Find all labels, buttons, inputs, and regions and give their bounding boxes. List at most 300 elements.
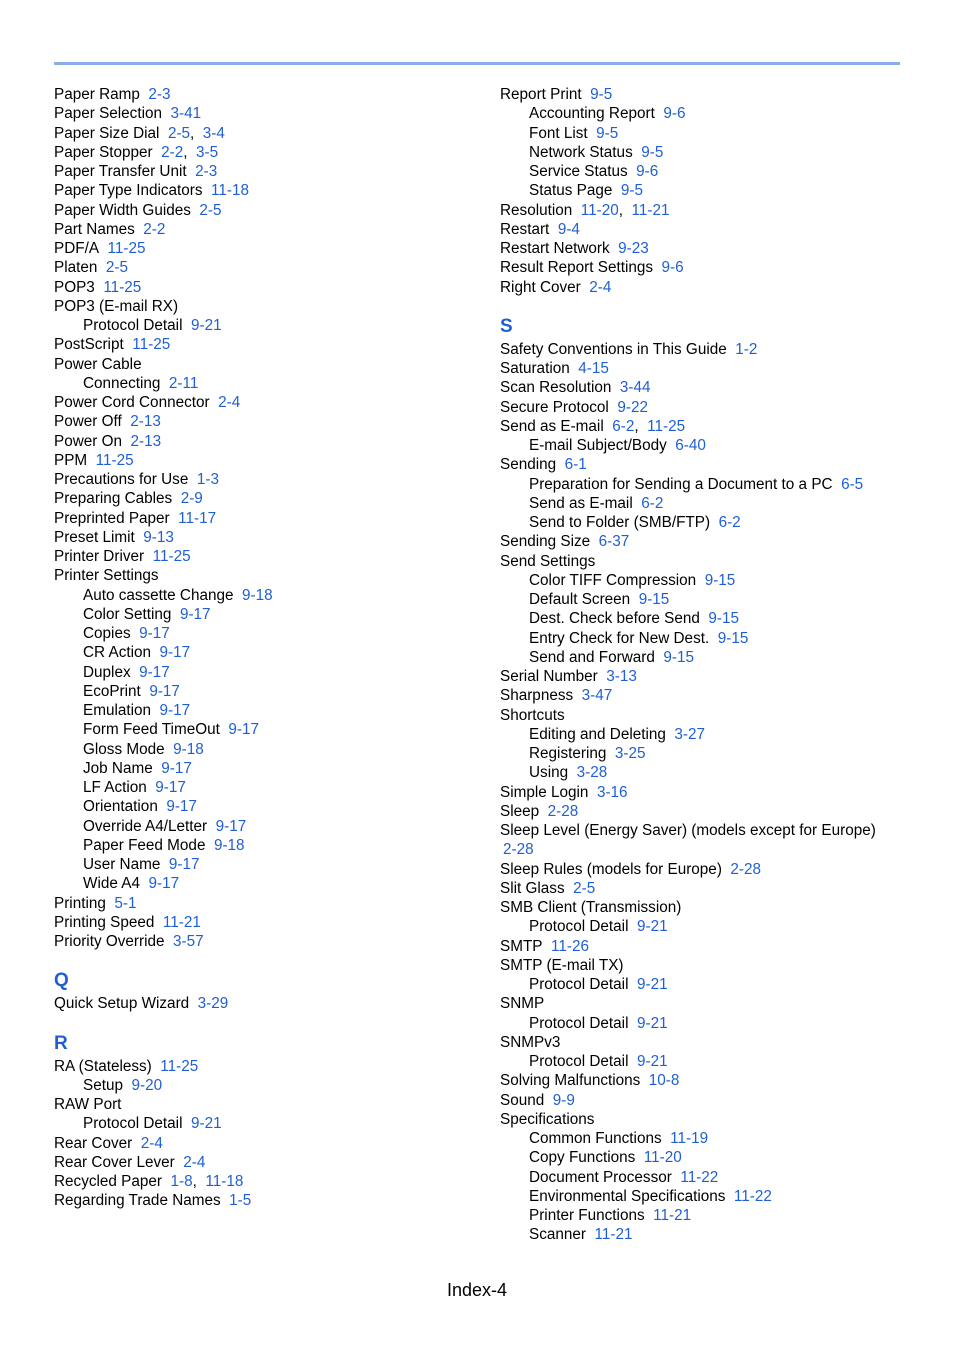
entry-label: Platen [54,259,98,277]
index-subentry [500,725,920,744]
page-link[interactable]: 2-13 [130,432,162,450]
entry-label: SNMP [500,995,545,1013]
index-entry [54,220,484,239]
entry-label: Quick Setup Wizard [54,995,190,1013]
entry-label: Sleep [500,802,540,820]
page-link[interactable]: 6-37 [598,533,630,551]
index-entry [500,340,920,359]
entry-label: POP3 (E-mail RX) [54,297,179,315]
index-entry [54,278,484,297]
page-link[interactable]: 11-17 [178,509,217,527]
page-link[interactable]: 9-15 [663,648,694,666]
page-link[interactable]: 9-20 [131,1076,163,1094]
entry-label: Send as E-mail [500,417,604,435]
index-entry [500,802,920,821]
index-entry [500,686,920,705]
entry-label: Send and Forward [529,648,655,666]
page-link[interactable]: 9-23 [618,240,649,257]
page-link[interactable]: 2-9 [180,490,203,508]
page-link[interactable]: 9-17 [161,759,192,777]
entry-label: Job Name [83,759,153,777]
page-link[interactable]: 11-22 [680,1168,719,1186]
index-entry [500,398,920,417]
entry-label: Printer Settings [54,567,159,585]
page-link[interactable]: 9-21 [636,1053,668,1070]
page-link[interactable]: 2-3 [195,163,218,180]
index-entry [500,821,920,840]
entry-label: Power On [54,432,123,450]
index-entry [500,85,920,104]
index-subentry [500,1129,920,1148]
entry-label: Scanner [529,1226,586,1244]
entry-label: Send Settings [500,552,596,570]
page-link[interactable]: 6-2 [718,514,741,531]
page-link[interactable]: 9-21 [636,918,668,936]
entry-label: E-mail Subject/Body [529,437,667,454]
index-subentry [500,143,920,162]
index-entry [54,566,484,585]
header-rule [54,62,900,65]
page-link[interactable]: 9-17 [166,798,197,816]
page-link[interactable]: 11-25 [95,451,134,469]
index-entry: Recycled Paper 1-8, 11-18 [54,1173,244,1190]
page-link[interactable]: 11-20 [580,201,619,219]
index-entry [500,278,920,297]
page-link[interactable]: 9-15 [717,629,749,647]
index-entry [54,451,484,470]
page-link[interactable]: 11-18 [211,182,250,200]
entry-label: Network Status [529,143,633,161]
index-subentry [500,513,920,532]
index-subentry [54,682,484,701]
page-link[interactable]: 3-27 [674,725,706,743]
entry-label: Protocol Detail [83,1115,183,1133]
index-entry [54,104,484,123]
index-subentry [54,740,484,759]
page-link[interactable]: 2-5 [167,124,191,142]
entry-label: Sound [500,1091,545,1109]
entry-label: PPM [54,451,88,469]
entry-label: Orientation [83,798,158,816]
entry-label: Printer Functions [529,1207,645,1224]
index-subentry [500,629,920,648]
page-link[interactable]: 3-41 [170,105,202,123]
index-entry [54,181,484,200]
entry-label: Power Cable [54,355,142,373]
index-entry [54,1191,484,1210]
index-entry [54,432,484,451]
entry-label: Preparing Cables [54,490,173,508]
index-subentry [54,778,484,797]
page-link[interactable]: 6-40 [675,437,706,454]
page-link[interactable]: 11-26 [551,937,589,955]
section-gap [54,951,484,962]
page-link[interactable]: 6-5 [841,475,864,493]
index-entry [54,1095,484,1114]
entry-label: Using [529,764,569,782]
index-entry [500,532,920,551]
page-link[interactable]: 11-25 [160,1057,199,1075]
index-subentry [500,1052,920,1071]
index-subentry [54,720,484,739]
entry-label: Printing Speed [54,913,155,931]
entry-label: CR Action [83,644,152,662]
index-entry [54,201,484,220]
page-link[interactable]: 9-21 [636,976,668,993]
index-entry [500,552,920,571]
page-link[interactable]: 11-25 [103,278,142,296]
page-link[interactable]: 11-21 [162,913,201,931]
index-entry [54,894,484,913]
index-subentry [500,763,920,782]
index-subentry [54,374,484,393]
entry-label: Priority Override [54,933,165,950]
index-subentry [54,855,484,874]
entry-label: Default Screen [529,591,631,608]
entry-label: Sending Size [500,533,591,551]
page-link[interactable]: 6-2 [641,494,664,512]
entry-label: Paper Feed Mode [83,836,206,854]
index-entry: Paper Stopper 2-2, 3-5 [54,143,219,161]
entry-label: Rear Cover Lever [54,1153,175,1171]
entry-label: Protocol Detail [83,317,183,334]
page-link[interactable]: 1-3 [196,471,219,488]
entry-label: Protocol Detail [529,918,629,936]
index-entry [54,162,484,181]
index-subentry [500,104,920,123]
entry-label: Regarding Trade Names [54,1192,221,1210]
entry-label: Preparation for Sending a Document to a PC [529,475,833,493]
page-link[interactable]: 9-5 [641,143,664,161]
page-link[interactable]: 2-2 [161,143,184,161]
page-link[interactable]: 2-5 [105,259,128,277]
page-link[interactable]: 2-28 [547,802,579,820]
index-entry [500,378,920,397]
index-subentry [500,162,920,181]
index-subentry [500,1168,920,1187]
page-link[interactable]: 3-44 [619,379,651,397]
page-link[interactable]: 2-4 [218,394,241,411]
index-subentry [54,797,484,816]
index-entry [54,355,484,374]
index-column-right [500,85,920,1245]
entry-label: Connecting [83,374,161,392]
page-link[interactable]: 11-25 [132,336,171,354]
index-entry [54,528,484,547]
page-link[interactable]: 9-17 [215,817,247,835]
index-entry [54,258,484,277]
page-link[interactable]: 9-17 [149,682,180,700]
index-subentry [500,1148,920,1167]
entry-label: Rear Cover [54,1134,133,1152]
index-subentry [500,1206,920,1225]
page-link[interactable]: 3-4 [202,124,225,142]
page-link[interactable]: 9-18 [173,740,204,758]
page-link[interactable]: 11-21 [631,201,670,219]
entry-label: Paper Stopper [54,143,153,161]
index-entry [54,239,484,258]
entry-label: Safety Conventions in This Guide [500,340,727,358]
entry-label: Protocol Detail [529,1053,629,1070]
page-link[interactable]: 2-28 [730,860,762,878]
entry-label: Result Report Settings [500,259,654,277]
entry-label: Specifications [500,1110,595,1128]
index-entry [500,860,920,879]
page-link[interactable]: 6-1 [564,456,587,474]
page-link[interactable]: 9-21 [190,1115,222,1133]
page-link[interactable]: 2-2 [143,220,166,238]
index-entry [500,879,920,898]
entry-label: Override A4/Letter [83,817,208,835]
entry-label: Form Feed TimeOut [83,721,220,739]
index-entry [500,783,920,802]
index-entry [500,840,920,859]
index-entry: Resolution 11-20, 11-21 [500,201,670,219]
entry-label: Slit Glass [500,879,565,897]
page-link[interactable]: 9-13 [143,528,174,546]
page-link[interactable]: 11-25 [107,240,146,257]
page-link[interactable]: 2-5 [573,879,596,897]
page-link[interactable]: 9-17 [159,644,191,662]
entry-label: Paper Width Guides [54,201,191,219]
page-link[interactable]: 2-4 [589,278,612,296]
entry-label: Printing [54,894,106,912]
page-link[interactable]: 9-9 [552,1091,575,1109]
index-entry [54,994,484,1013]
page-link[interactable]: 10-8 [648,1072,680,1090]
page-link[interactable]: 2-11 [168,374,199,392]
page-link[interactable]: 11-18 [205,1173,244,1190]
index-entry [500,994,920,1013]
entry-label: Editing and Deleting [529,725,666,743]
index-subentry [54,874,484,893]
entry-label: Setup [83,1076,123,1094]
page-link[interactable]: 9-22 [617,398,648,416]
entry-label: Service Status [529,163,628,180]
index-entry [54,412,484,431]
page-link[interactable]: 9-21 [636,1014,668,1032]
entry-label: Part Names [54,220,135,238]
index-entry [500,956,920,975]
page-link[interactable]: 9-5 [590,86,613,103]
page-link[interactable]: 2-28 [503,841,534,859]
page-link[interactable]: 1-2 [735,340,758,358]
page-link[interactable]: 4-15 [578,360,609,377]
page-link[interactable]: 11-21 [594,1226,633,1244]
entry-label: Preprinted Paper [54,509,170,527]
entry-label: Saturation [500,360,570,377]
page-link[interactable]: 9-17 [155,779,186,796]
entry-label: Document Processor [529,1168,672,1186]
entry-label: Emulation [83,702,152,719]
entry-label: SMB Client (Transmission) [500,899,682,916]
section-letter-r: R [54,1032,68,1054]
page-link[interactable]: 9-21 [190,317,222,334]
page-link[interactable]: 3-25 [614,745,646,762]
index-subentry [500,436,920,455]
entry-label: EcoPrint [83,682,141,700]
page-link[interactable]: 9-4 [557,220,580,238]
entry-label: Right Cover [500,278,581,296]
entry-label: Copies [83,625,131,642]
index-subentry [54,836,484,855]
page-link[interactable]: 9-5 [620,182,643,200]
page-link[interactable]: 11-19 [670,1130,709,1147]
page-link[interactable]: 9-6 [636,163,659,180]
index-entry [500,258,920,277]
entry-label: POP3 [54,278,95,296]
index-entry [54,932,484,951]
page-link[interactable]: 2-13 [130,413,161,431]
entry-label: Copy Functions [529,1149,636,1167]
index-entry [54,85,484,104]
page-link[interactable]: 11-22 [733,1187,772,1205]
entry-label: Registering [529,745,607,762]
index-subentry [54,701,484,720]
entry-label: SMTP [500,937,543,955]
entry-label: Common Functions [529,1130,662,1147]
entry-label: LF Action [83,779,147,796]
page-number: Index-4 [446,1280,508,1300]
page-link[interactable]: 9-17 [148,875,180,893]
page-link[interactable]: 11-25 [152,548,191,565]
index-entry [500,1071,920,1090]
entry-label: Power Cord Connector [54,394,210,411]
page-link[interactable]: 9-6 [661,259,684,277]
page-link[interactable]: 3-13 [606,668,637,685]
page-link[interactable]: 3-47 [581,687,613,705]
index-entry: Send as E-mail 6-2, 11-25 [500,417,686,435]
page-link[interactable]: 3-29 [197,995,229,1013]
page-link[interactable]: 1-8 [170,1173,193,1190]
index-subentry [54,624,484,643]
page-link[interactable]: 9-17 [179,605,211,623]
index-entry [500,359,920,378]
page-link[interactable]: 9-18 [213,836,245,854]
page-link[interactable]: 9-17 [228,721,259,739]
page-link[interactable]: 11-25 [647,417,686,435]
page-link[interactable]: 5-1 [114,894,137,912]
index-subentry [500,124,920,143]
page-link[interactable]: 9-17 [168,856,200,873]
entry-label: Report Print [500,86,582,103]
entry-label: Scan Resolution [500,379,612,397]
index-entry [500,220,920,239]
page-link[interactable]: 3-28 [576,764,608,782]
section-letter-s: S [500,315,513,337]
page-link[interactable]: 2-5 [199,201,222,219]
entry-label: Restart Network [500,240,610,257]
index-entry [500,1110,920,1129]
entry-label: RAW Port [54,1096,122,1113]
index-subentry [500,1225,920,1244]
entry-label: Duplex [83,663,131,681]
entry-label: Paper Transfer Unit [54,163,187,180]
index-entry [54,509,484,528]
page-link[interactable]: 2-3 [148,86,171,103]
index-entry [500,455,920,474]
page-link[interactable]: 11-21 [653,1207,692,1224]
entry-label: Shortcuts [500,706,565,724]
page-link[interactable]: 9-17 [139,663,170,681]
page-link[interactable]: 9-15 [638,591,670,608]
entry-label: Serial Number [500,668,598,685]
entry-label: Paper Size Dial [54,124,160,142]
index-subentry [500,744,920,763]
index-subentry [54,316,484,335]
index-subentry [500,975,920,994]
entry-label: Resolution [500,201,573,219]
index-subentry [500,917,920,936]
index-subentry [500,590,920,609]
entry-label: Restart [500,220,550,238]
entry-label: Paper Ramp [54,86,140,103]
index-subentry [500,494,920,513]
section-letter-q: Q [54,970,69,992]
entry-label: Color Setting [83,605,172,623]
index-entry [54,1057,484,1076]
entry-label: Printer Driver [54,548,145,565]
page-link[interactable]: 6-2 [612,417,635,435]
entry-label: Preset Limit [54,528,135,546]
page-link[interactable]: 2-4 [183,1153,206,1171]
index-subentry [54,663,484,682]
entry-label: Sending [500,456,557,474]
page-link[interactable]: 9-17 [139,625,170,642]
page-link[interactable]: 3-5 [196,143,219,161]
index-subentry [54,817,484,836]
entry-label: Send to Folder (SMB/FTP) [529,514,711,531]
index-subentry [54,586,484,605]
page-link[interactable]: 9-15 [708,610,740,628]
section-gap [500,297,920,308]
page-link[interactable]: 9-6 [663,105,686,123]
page-link[interactable]: 9-5 [596,124,619,142]
page-link[interactable]: 2-4 [140,1134,163,1152]
index-entry [54,335,484,354]
index-subentry [54,605,484,624]
index-entry [500,706,920,725]
index-entry: Paper Size Dial 2-5, 3-4 [54,124,225,142]
page-link[interactable]: 9-18 [242,586,273,604]
index-entry [500,667,920,686]
page-link[interactable]: 9-17 [159,702,191,719]
section-gap [54,1014,484,1025]
entry-label: Dest. Check before Send [529,610,700,628]
page-link[interactable]: 3-16 [596,783,628,801]
page-link[interactable]: 9-15 [704,571,736,589]
entry-label: Font List [529,124,588,142]
entry-label: Accounting Report [529,105,655,123]
index-entry [500,1091,920,1110]
entry-label: Gloss Mode [83,740,165,758]
entry-label: Status Page [529,182,613,200]
entry-label: Paper Type Indicators [54,182,203,200]
page-link[interactable]: 11-20 [643,1149,682,1167]
page-link[interactable]: 1-5 [229,1192,252,1210]
page-link[interactable]: 3-57 [173,933,204,950]
entry-label: Environmental Specifications [529,1187,726,1205]
index-entry [54,297,484,316]
entry-label: Precautions for Use [54,471,189,488]
entry-label: RA (Stateless) [54,1057,152,1075]
index-entry [500,937,920,956]
index-column-left [54,85,484,1211]
index-entry [54,393,484,412]
entry-label: Sleep Rules (models for Europe) [500,860,722,878]
index-subentry [500,475,920,494]
entry-label: Protocol Detail [529,976,629,993]
